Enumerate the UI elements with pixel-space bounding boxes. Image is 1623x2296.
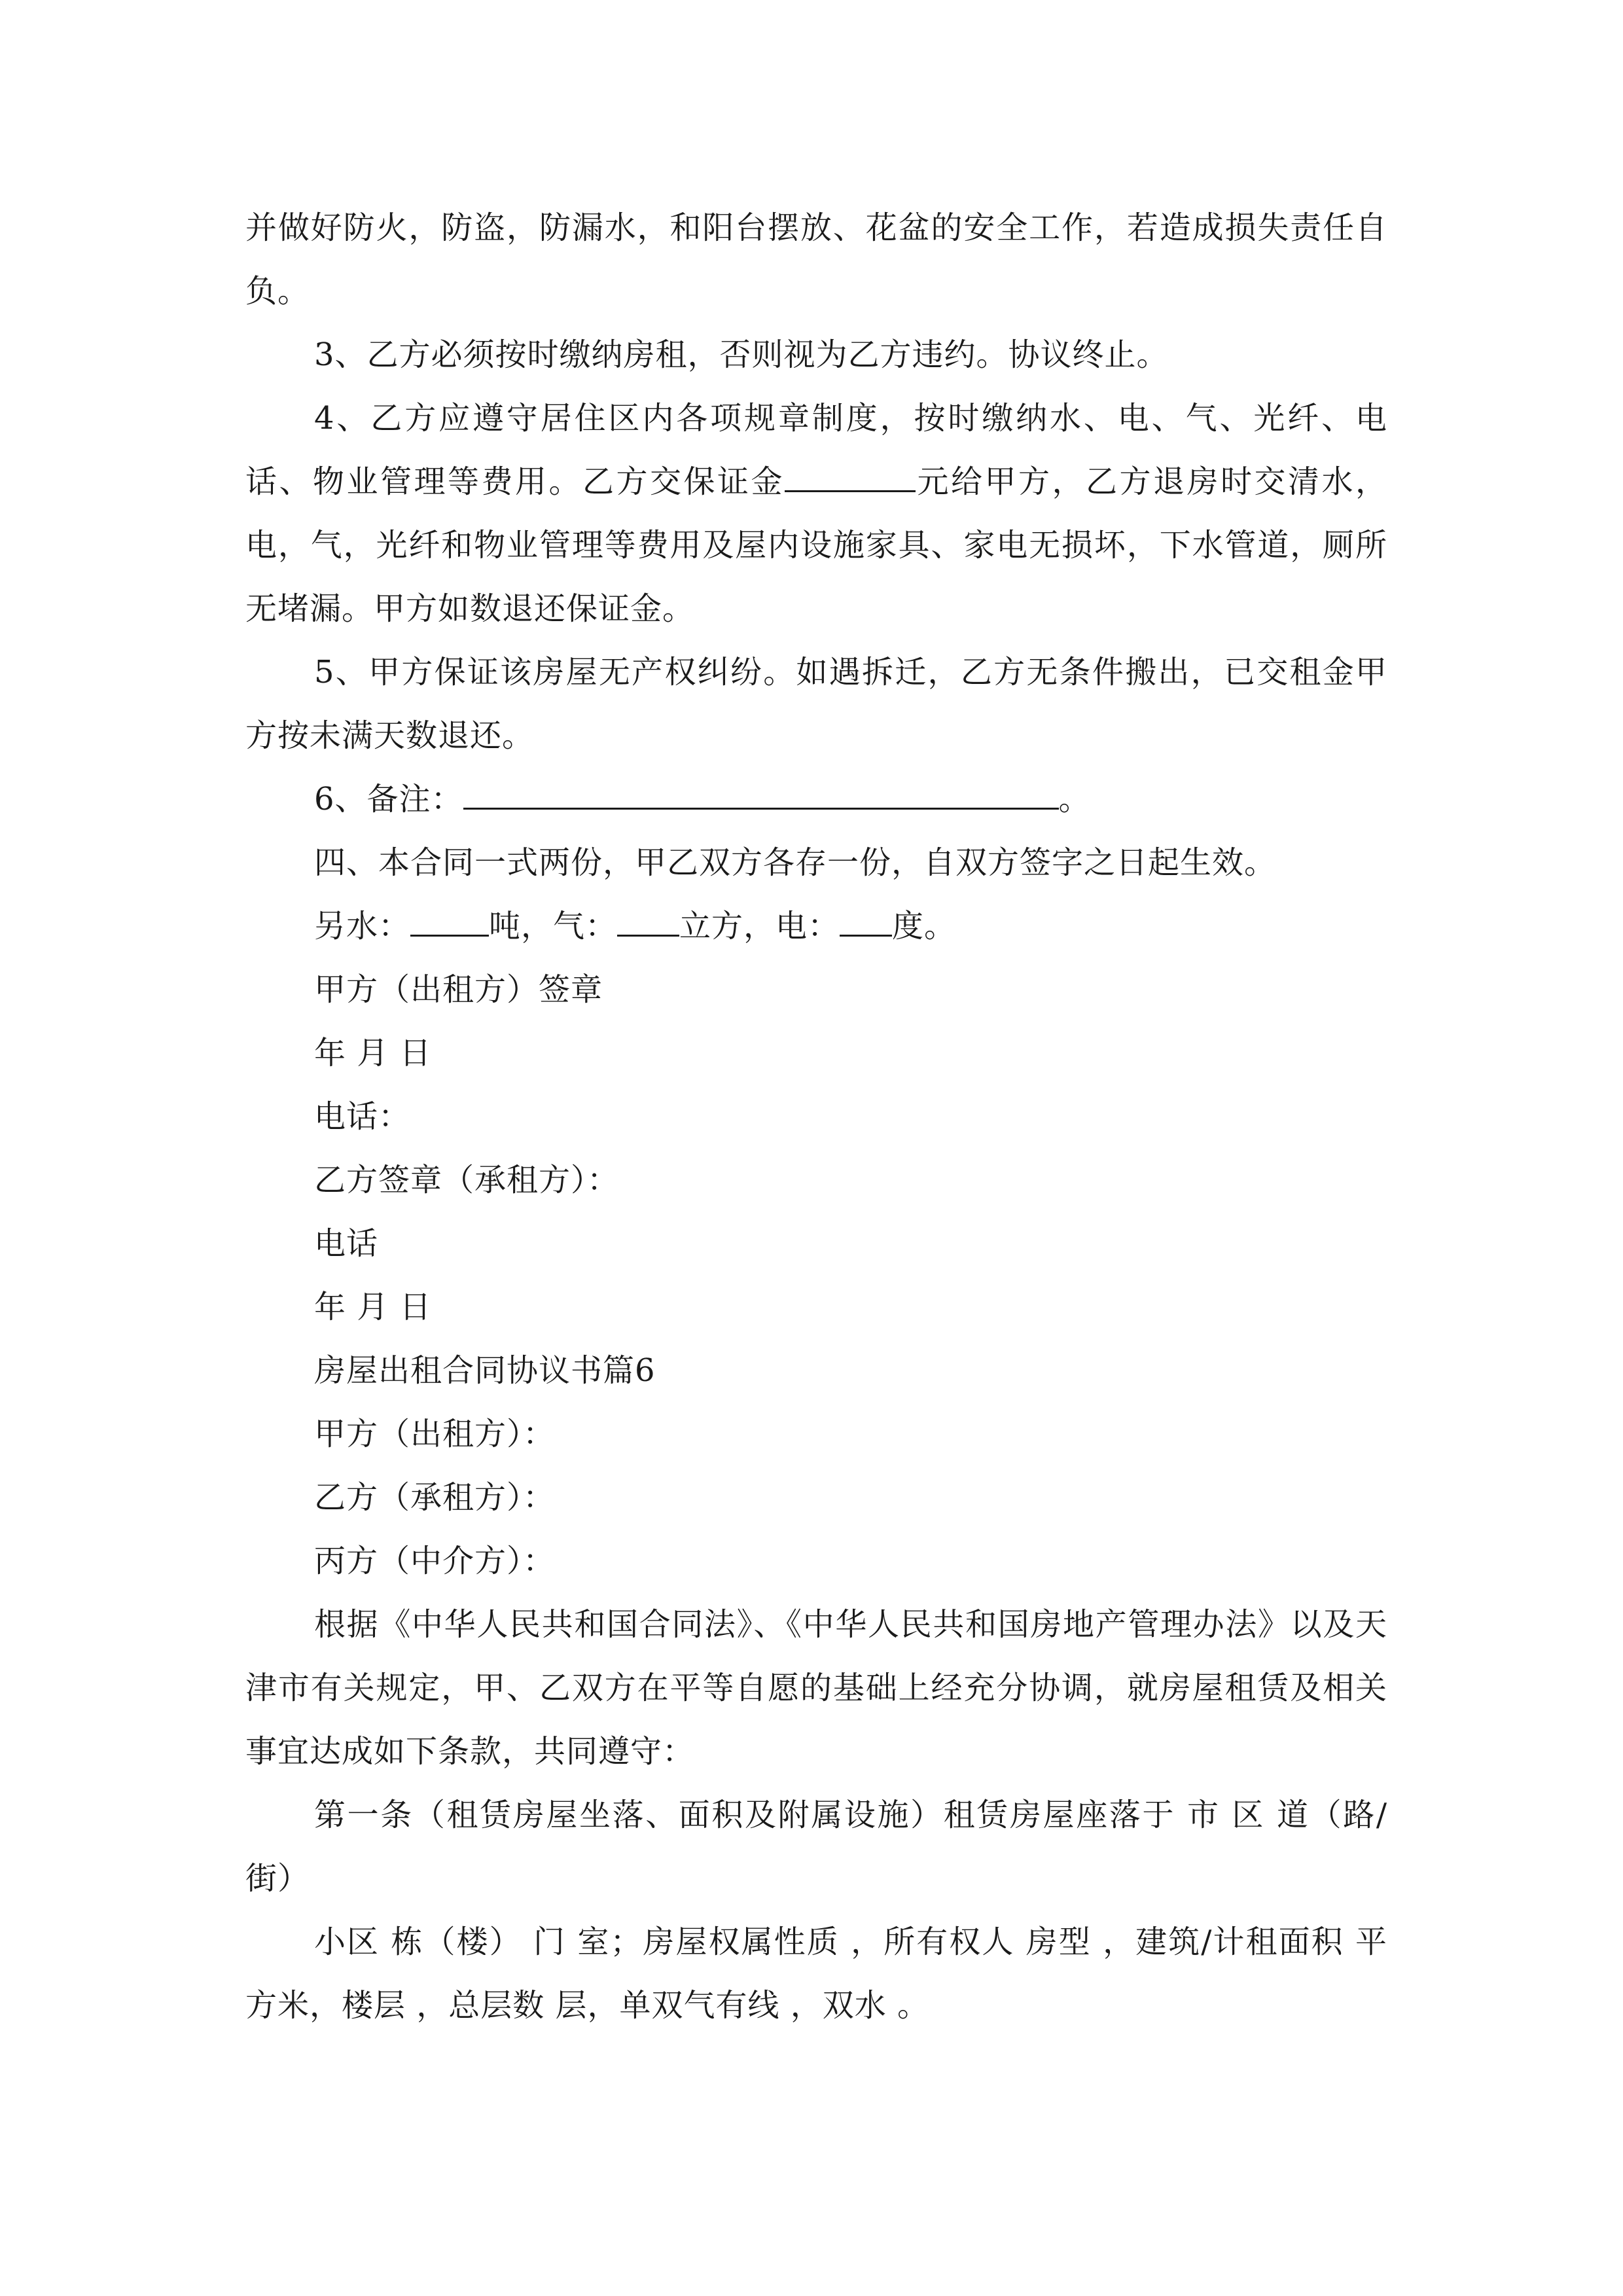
- clause-3-rent-payment: 3、乙方必须按时缴纳房租，否则视为乙方违约。协议终止。: [314, 336, 1169, 373]
- electricity-unit: 度。: [892, 908, 957, 944]
- party-b-lessee: 乙方（承租方）：: [314, 1479, 556, 1516]
- party-a-date: 年 月 日: [314, 1035, 432, 1071]
- section-title: 房屋出租合同协议书篇6: [314, 1352, 656, 1389]
- clause-5-property-rights: 5、甲方保证该房屋无产权纠纷。如遇拆迁，乙方无条件搬出，已交租金甲方按未满天数退还。: [245, 654, 1387, 754]
- deposit-amount-blank: [785, 454, 916, 492]
- clause-4-text-b: 元给甲方，乙方退房时交清水，电，气，光纤和物业管理等费用及屋内设施家具、家电无损坏，下水管道，厕所无堵漏。甲方如数退还保证金。: [245, 463, 1387, 627]
- gas-reading-blank: [617, 898, 679, 937]
- clause-6-remarks: [245, 768, 1387, 831]
- paragraph-fire-safety: 并做好防火，防盗，防漏水，和阳台摆放、花盆的安全工作，若造成损失责任自负。: [245, 209, 1387, 310]
- legal-basis-paragraph: 根据《中华人民共和国合同法》、《中华人民共和国房地产管理办法》以及天津市有关规定，甲、乙双方在平等自愿的基础上经充分协调，就房屋租赁及相关事宜达成如下条款，共同遵守：: [245, 1606, 1387, 1770]
- party-c-agent: 丙方（中介方）：: [314, 1543, 556, 1579]
- water-reading-blank: [410, 898, 489, 937]
- party-a-phone: 电话：: [314, 1098, 411, 1135]
- remarks-label: 6、备注：: [314, 781, 463, 817]
- utility-readings: [245, 895, 1387, 958]
- water-label: 另水：: [314, 908, 411, 944]
- remarks-blank: [463, 771, 1059, 810]
- clause-4-text-a: 4、乙方应遵守居住区内各项规章制度，按时缴纳水、电、气、光纤、电话、物业管理等费用。乙方交保证金: [245, 400, 1387, 500]
- party-b-signature: 乙方签章（承租方）：: [314, 1162, 620, 1198]
- article-1-location: 第一条（租赁房屋坐落、面积及附属设施）租赁房屋座落于 市 区 道（路/街）: [245, 1797, 1387, 1897]
- clause-four-copies: 四、本合同一式两份，甲乙双方各存一份，自双方签字之日起生效。: [314, 844, 1277, 881]
- document-body: [245, 196, 1387, 2037]
- party-b-phone: 电话: [314, 1225, 379, 1262]
- electricity-reading-blank: [840, 898, 892, 937]
- remarks-end: 。: [1058, 781, 1091, 817]
- clause-4-fees-deposit: [245, 387, 1387, 641]
- electricity-label: 立方，电：: [679, 908, 840, 944]
- article-1-details: 小区 栋（楼） 门 室；房屋权属性质 ，所有权人 房型 ，建筑/计租面积 平方米，楼层 ，总层数 层，单双气有线 ，双水 。: [245, 1924, 1387, 2024]
- party-a-lessor: 甲方（出租方）：: [314, 1416, 556, 1452]
- party-a-signature: 甲方（出租方）签章: [314, 971, 603, 1008]
- party-b-date: 年 月 日: [314, 1289, 432, 1325]
- gas-label: 吨，气：: [489, 908, 618, 944]
